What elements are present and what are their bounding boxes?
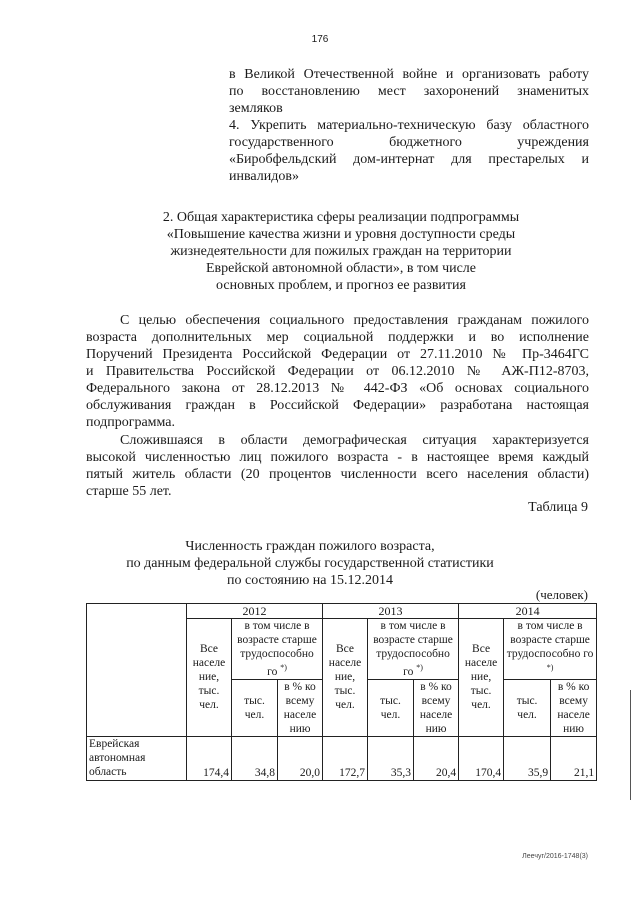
table-caption bbox=[100, 538, 520, 589]
section-title-line: основных проблем, и прогноз ее развития bbox=[216, 278, 466, 293]
paragraph-line: обслуживания граждан в Российской Федерации» разработана настоящая bbox=[86, 398, 589, 413]
paragraph-line: С целью обеспечения социального предоставления гражданам пожилого bbox=[120, 313, 589, 328]
paragraph-line: подпрограмма. bbox=[86, 415, 175, 430]
paragraph-line: старше 55 лет. bbox=[86, 484, 172, 499]
table-label: Таблица 9 bbox=[528, 500, 588, 515]
thousand-header: тыс. чел. bbox=[232, 679, 278, 736]
value-cell: 172,7 bbox=[323, 736, 368, 780]
paragraph-line: возраста дополнительных мер социальной поддержки и во исполнение bbox=[86, 330, 589, 345]
footnote-mark: *) bbox=[280, 663, 287, 672]
value-cell: 21,1 bbox=[551, 736, 597, 780]
footnote-mark: *) bbox=[416, 663, 423, 672]
percent-header: в % ко всему населе нию bbox=[551, 679, 597, 736]
total-population-header bbox=[187, 619, 232, 737]
percent-header: в % ко всему населе нию bbox=[278, 679, 323, 736]
table-caption-line: по состоянию на 15.12.2014 bbox=[226, 573, 394, 588]
region-cell: Еврейская автономная область bbox=[87, 736, 187, 780]
header-text: Все населе ние, тыс. чел. bbox=[192, 643, 226, 712]
value-cell: 35,3 bbox=[368, 736, 414, 780]
value-cell: 34,8 bbox=[232, 736, 278, 780]
header-text: в том числе в возрасте старше трудоспособно го bbox=[373, 620, 453, 678]
year-header: 2014 bbox=[459, 604, 597, 619]
table-unit: (человек) bbox=[535, 587, 588, 602]
value-cell: 170,4 bbox=[459, 736, 504, 780]
intro-line: 4. Укрепить материально-техническую базу областного bbox=[229, 118, 589, 133]
percent-header: в % ко всему населе нию bbox=[414, 679, 459, 736]
table-row bbox=[87, 736, 597, 780]
year-header: 2012 bbox=[187, 604, 323, 619]
total-population-header bbox=[459, 619, 504, 737]
value-cell: 20,0 bbox=[278, 736, 323, 780]
intro-line: в Великой Отечественной войне и организовать работу bbox=[229, 67, 589, 82]
section-title-line: «Повышение качества жизни и уровня доступности среды bbox=[166, 227, 516, 242]
intro-line: инвалидов» bbox=[229, 169, 299, 184]
value-cell: 174,4 bbox=[187, 736, 232, 780]
intro-line: «Биробфельдский дом-интернат для престарелых и bbox=[229, 152, 589, 167]
footer-code: Леечуг/2016-1748(3) bbox=[522, 853, 588, 860]
section-title-line: Еврейской автономной области», в том числе bbox=[205, 261, 477, 276]
paragraph-line: и Правительства Российской Федерации от 06.12.2010 № АЖ-П12-8703, bbox=[86, 364, 589, 379]
scan-margin-line bbox=[630, 690, 631, 800]
region-header-cell bbox=[87, 604, 187, 737]
intro-text bbox=[229, 66, 589, 185]
header-text: в том числе в возрасте старше трудоспособно го bbox=[506, 620, 594, 660]
table-caption-line: Численность граждан пожилого возраста, bbox=[185, 539, 435, 554]
value-cell: 20,4 bbox=[414, 736, 459, 780]
paragraph-line: высокой численностью лиц пожилого возраста - в настоящее время каждый bbox=[86, 450, 589, 465]
paragraph-line: Поручений Президента Российской Федерации от 27.11.2010 № Пр-3464ГС bbox=[86, 347, 589, 362]
footnote-mark: *) bbox=[546, 663, 554, 672]
header-text: в том числе в возрасте старше трудоспособно го bbox=[237, 620, 317, 678]
header-text: Все населе ние, тыс. чел. bbox=[328, 643, 362, 712]
paragraph-line: Сложившаяся в области демографическая ситуация характеризуется bbox=[120, 433, 589, 448]
thousand-header: тыс. чел. bbox=[368, 679, 414, 736]
year-header: 2013 bbox=[323, 604, 459, 619]
thousand-header: тыс. чел. bbox=[504, 679, 551, 736]
section-title-line: жизнедеятельности для пожилых граждан на территории bbox=[170, 244, 512, 259]
section-title-line: 2. Общая характеристика сферы реализации подпрограммы bbox=[162, 210, 520, 225]
paragraph-2 bbox=[86, 432, 589, 500]
population-table bbox=[86, 603, 597, 781]
section-title bbox=[86, 209, 596, 294]
intro-line: земляков bbox=[229, 101, 283, 116]
older-than-working-age-header bbox=[232, 619, 323, 680]
page-number: 176 bbox=[311, 34, 329, 45]
table-caption-line: по данным федеральной службы государственной статистики bbox=[126, 556, 494, 571]
total-population-header bbox=[323, 619, 368, 737]
older-than-working-age-header bbox=[504, 619, 597, 680]
paragraph-1 bbox=[86, 312, 589, 431]
older-than-working-age-header bbox=[368, 619, 459, 680]
intro-line: по восстановлению мест захоронений знаменитых bbox=[229, 84, 589, 99]
paragraph-line: Федерального закона от 28.12.2013 № 442-ФЗ «Об основах социального bbox=[86, 381, 589, 396]
paragraph-line: пятый житель области (20 процентов численности всего населения области) bbox=[86, 467, 589, 482]
header-text: Все населе ние, тыс. чел. bbox=[464, 643, 498, 712]
year-header-row bbox=[87, 604, 597, 619]
value-cell: 35,9 bbox=[504, 736, 551, 780]
intro-line: государственного бюджетного учреждения bbox=[229, 135, 589, 150]
